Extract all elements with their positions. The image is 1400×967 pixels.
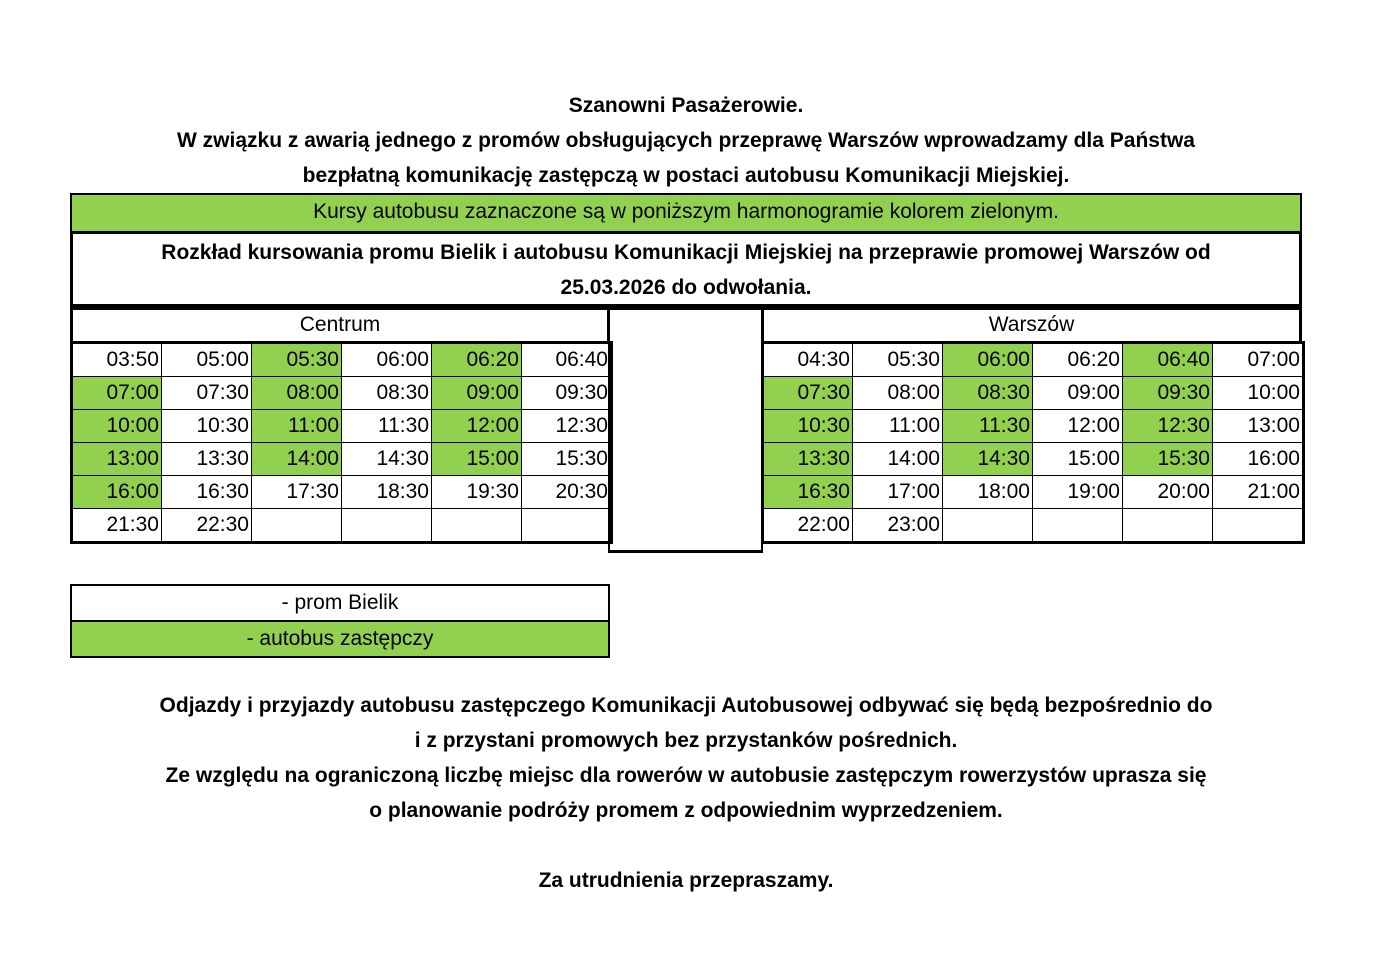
ferry-departure: 13:30 [162, 443, 252, 476]
bus-departure: 13:00 [72, 443, 162, 476]
ferry-departure: 10:30 [162, 410, 252, 443]
ferry-departure: 18:30 [342, 476, 432, 509]
ferry-departure: 06:00 [342, 343, 432, 377]
bus-departure: 16:30 [763, 476, 853, 509]
ferry-departure: 06:40 [522, 343, 612, 377]
bus-departure: 07:30 [763, 377, 853, 410]
ferry-departure: 05:30 [853, 343, 943, 377]
ferry-departure: 06:20 [1033, 343, 1123, 377]
legend [70, 584, 610, 658]
empty-slot [943, 509, 1033, 543]
ferry-departure: 19:30 [432, 476, 522, 509]
ferry-departure: 14:30 [342, 443, 432, 476]
empty-slot [1033, 509, 1123, 543]
bus-departure: 05:30 [252, 343, 342, 377]
ferry-departure: 16:00 [1213, 443, 1304, 476]
intro-line-1: W związku z awarią jednego z promów obsługujących przeprawę Warszów wprowadzamy dla Państwa [177, 129, 1195, 152]
empty-slot [1123, 509, 1213, 543]
ferry-departure: 19:00 [1033, 476, 1123, 509]
empty-slot [252, 509, 342, 543]
footer-line-4: o planowanie podróży promem z odpowiednim wyprzedzeniem. [369, 799, 1003, 822]
ferry-departure: 04:30 [763, 343, 853, 377]
route-title [70, 231, 1302, 307]
bus-departure: 06:00 [943, 343, 1033, 377]
legend-bus: - autobus zastępczy [71, 621, 609, 657]
timetable-row [763, 410, 1304, 443]
ferry-departure: 18:00 [943, 476, 1033, 509]
bus-departure: 16:00 [72, 476, 162, 509]
ferry-departure: 09:00 [1033, 377, 1123, 410]
bus-departure: 09:00 [432, 377, 522, 410]
timetable-row [72, 377, 612, 410]
apology: Za utrudnienia przepraszamy. [538, 869, 834, 892]
bus-notice: Kursy autobusu zaznaczone są w poniższym harmonogramie kolorem zielonym. [70, 193, 1302, 231]
ferry-departure: 16:30 [162, 476, 252, 509]
ferry-departure: 07:30 [162, 377, 252, 410]
bus-departure: 14:00 [252, 443, 342, 476]
route-title-line-1: Rozkład kursowania promu Bielik i autobusu Komunikacji Miejskiej na przeprawie promowej Warszów od [161, 241, 1211, 264]
bus-departure: 12:30 [1123, 410, 1213, 443]
ferry-departure: 15:30 [522, 443, 612, 476]
bus-departure: 13:30 [763, 443, 853, 476]
timetable-row [72, 343, 612, 377]
footer-line-1: Odjazdy i przyjazdy autobusu zastępczego Komunikacji Autobusowej odbywać się będą bezpośrednio do [159, 694, 1213, 717]
bus-departure: 07:00 [72, 377, 162, 410]
ferry-departure: 12:00 [1033, 410, 1123, 443]
empty-slot [1213, 509, 1304, 543]
bus-departure: 09:30 [1123, 377, 1213, 410]
timetable-row [763, 377, 1304, 410]
footer-line-2: i z przystani promowych bez przystanków pośrednich. [414, 729, 958, 752]
ferry-departure: 20:00 [1123, 476, 1213, 509]
ferry-departure: 05:00 [162, 343, 252, 377]
ferry-departure: 15:00 [1033, 443, 1123, 476]
timetable-row [72, 476, 612, 509]
timetable-row [763, 509, 1304, 543]
bus-departure: 14:30 [943, 443, 1033, 476]
bus-departure: 06:20 [432, 343, 522, 377]
ferry-departure: 20:30 [522, 476, 612, 509]
bus-departure: 11:00 [252, 410, 342, 443]
timetable-centrum [70, 341, 613, 544]
ferry-departure: 21:00 [1213, 476, 1304, 509]
ferry-departure: 12:30 [522, 410, 612, 443]
timetable-row [763, 343, 1304, 377]
timetable-row [763, 443, 1304, 476]
ferry-departure: 11:00 [853, 410, 943, 443]
ferry-departure: 11:30 [342, 410, 432, 443]
timetable-spacer [608, 307, 763, 553]
bus-departure: 08:00 [252, 377, 342, 410]
ferry-departure: 21:30 [72, 509, 162, 543]
bus-departure: 10:30 [763, 410, 853, 443]
greeting: Szanowni Pasażerowie. [568, 94, 804, 117]
intro [70, 88, 1302, 193]
bus-departure: 08:30 [943, 377, 1033, 410]
bus-departure: 10:00 [72, 410, 162, 443]
footer-notes [70, 688, 1302, 898]
timetable-row [72, 443, 612, 476]
ferry-departure: 22:30 [162, 509, 252, 543]
ferry-departure: 17:30 [252, 476, 342, 509]
timetable-warszow [761, 341, 1305, 544]
stop-name-warszow: Warszów [761, 307, 1302, 342]
empty-slot [432, 509, 522, 543]
route-title-line-2: 25.03.2026 do odwołania. [560, 276, 812, 299]
ferry-departure: 09:30 [522, 377, 612, 410]
ferry-departure: 08:00 [853, 377, 943, 410]
footer-line-3: Ze względu na ograniczoną liczbę miejsc dla rowerów w autobusie zastępczym rowerzystów uprasza się [165, 764, 1207, 787]
bus-departure: 11:30 [943, 410, 1033, 443]
timetable-row [72, 410, 612, 443]
stop-name-centrum: Centrum [70, 307, 610, 342]
bus-departure: 12:00 [432, 410, 522, 443]
bus-departure: 06:40 [1123, 343, 1213, 377]
bus-departure: 15:00 [432, 443, 522, 476]
ferry-departure: 10:00 [1213, 377, 1304, 410]
timetable-row [72, 509, 612, 543]
bus-departure: 15:30 [1123, 443, 1213, 476]
ferry-departure: 23:00 [853, 509, 943, 543]
ferry-departure: 08:30 [342, 377, 432, 410]
ferry-departure: 22:00 [763, 509, 853, 543]
empty-slot [522, 509, 612, 543]
legend-ferry: - prom Bielik [71, 585, 609, 621]
ferry-departure: 13:00 [1213, 410, 1304, 443]
empty-slot [342, 509, 432, 543]
intro-line-2: bezpłatną komunikację zastępczą w postaci autobusu Komunikacji Miejskiej. [302, 164, 1070, 187]
ferry-departure: 17:00 [853, 476, 943, 509]
timetable-row [763, 476, 1304, 509]
footer-blank [70, 828, 1302, 863]
ferry-departure: 14:00 [853, 443, 943, 476]
ferry-departure: 07:00 [1213, 343, 1304, 377]
ferry-departure: 03:50 [72, 343, 162, 377]
